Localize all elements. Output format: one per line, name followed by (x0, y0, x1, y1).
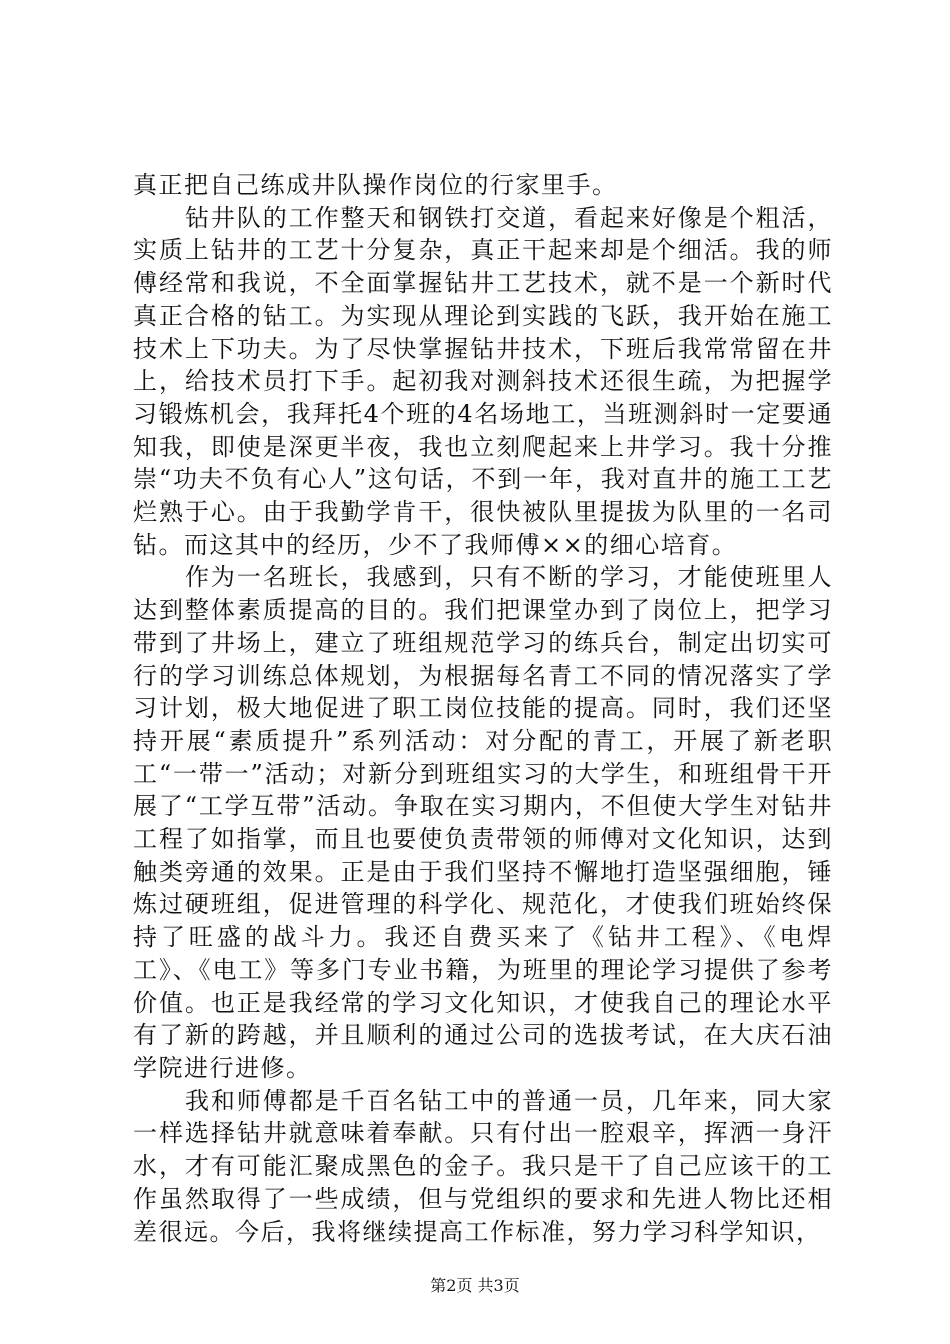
paragraph-drilling-craft: 钻井队的工作整天和钢铁打交道，看起来好像是个粗活，实质上钻井的工艺十分复杂，真正干起来却是个细活。我的师傅经常和我说，不全面掌握钻井工艺技术，就不是一个新时代真正合格的钻工。为实现从理论到实践的飞跃，我开始在施工技术上下功夫。为了尽快掌握钻井技术，下班后我常常留在井上，给技术员打下手。起初我对测斜技术还很生疏，为把握学习锻炼机会，我拜托4个班的4名场地工，当班测斜时一定要通知我，即使是深更半夜，我也立刻爬起来上井学习。我十分推崇“功夫不负有心人”这句话，不到一年，我对直井的施工工艺烂熟于心。由于我勤学肯干，很快被队里提拔为队里的一名司钻。而这其中的经历，少不了我师傅××的细心培育。 (133, 203, 833, 559)
paragraph-team-learning: 作为一名班长，我感到，只有不断的学习，才能使班里人达到整体素质提高的目的。我们把课堂办到了岗位上，把学习带到了井场上，建立了班组规范学习的练兵台，制定出切实可行的学习训练总体规划，为根据每名青工不同的情况落实了学习计划，极大地促进了职工岗位技能的提高。同时，我们还坚持开展“素质提升”系列活动：对分配的青工，开展了新老职工“一带一”活动；对新分到班组实习的大学生，和班组骨干开展了“工学互带”活动。争取在实习期内，不但使大学生对钻井工程了如指掌，而且也要使负责带领的师傅对文化知识，达到触类旁通的效果。正是由于我们坚持不懈地打造坚强细胞，锤炼过硬班组，促进管理的科学化、规范化，才使我们班始终保持了旺盛的战斗力。我还自费买来了《钻井工程》、《电焊工》、《电工》等多门专业书籍，为班里的理论学习提供了参考价值。也正是我经常的学习文化知识，才使我自己的理论水平有了新的跨越，并且顺利的通过公司的选拔考试，在大庆石油学院进行进修。 (133, 563, 833, 1082)
paragraph-dedication: 我和师傅都是千百名钻工中的普通一员，几年来，同大家一样选择钻井就意味着奉献。只有付出一腔艰辛，挥洒一身汗水，才有可能汇聚成黑色的金子。我只是干了自己应该干的工作虽然取得了一些成绩，但与党组织的要求和先进人物比还相差很远。今后，我将继续提高工作标准，努力学习科学知识， (133, 1086, 833, 1246)
document-body (133, 169, 833, 1248)
page-footer: 第2页 共3页 (430, 1276, 520, 1295)
paragraph-continuation: 真正把自己练成井队操作岗位的行家里手。 (133, 171, 618, 199)
